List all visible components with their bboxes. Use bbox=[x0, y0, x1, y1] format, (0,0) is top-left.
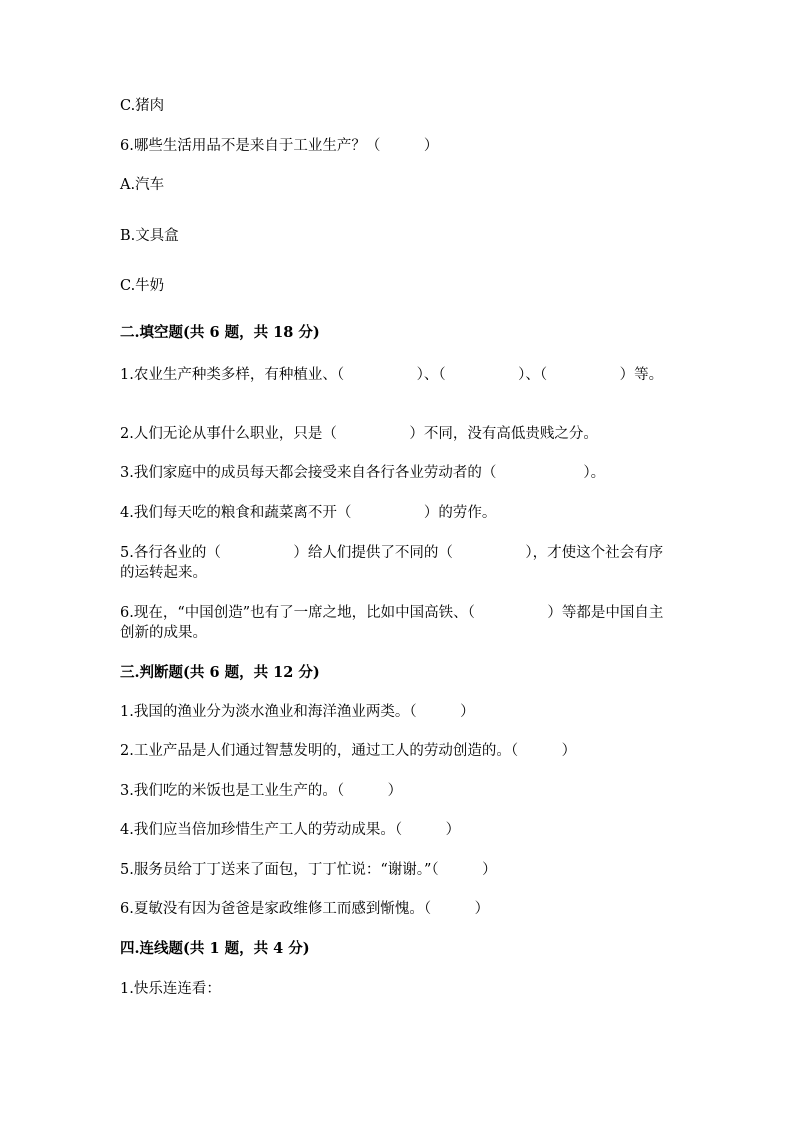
fill-in-question-6: 6.现在，“中国创造”也有了一席之地，比如中国高铁、（ ）等都是中国自主创新的成果。 bbox=[120, 605, 664, 641]
true-false-question-5: 5.服务员给丁丁送来了面包，丁丁忙说：“谢谢。”（ ） bbox=[120, 862, 497, 878]
question-6-option-b: B.文具盒 bbox=[120, 228, 179, 244]
true-false-question-3: 3.我们吃的米饭也是工业生产的。（ ） bbox=[120, 783, 403, 799]
question-6-stem: 6.哪些生活用品不是来自于工业生产？（ ） bbox=[120, 138, 439, 154]
matching-question-1: 1.快乐连连看： bbox=[120, 981, 221, 997]
fill-in-question-3: 3.我们家庭中的成员每天都会接受来自各行各业劳动者的（ ）。 bbox=[120, 465, 606, 481]
true-false-question-1: 1.我国的渔业分为淡水渔业和海洋渔业两类。（ ） bbox=[120, 704, 475, 720]
fill-in-question-2: 2.人们无论从事什么职业，只是（ ）不同，没有高低贵贱之分。 bbox=[120, 426, 598, 442]
option-c-pork: C.猪肉 bbox=[120, 98, 165, 114]
question-6-option-c: C.牛奶 bbox=[120, 278, 165, 294]
section-fill-in-heading: 二.填空题(共 6 题，共 18 分) bbox=[120, 324, 320, 341]
section-matching-heading: 四.连线题(共 1 题，共 4 分) bbox=[120, 940, 310, 957]
fill-in-question-4: 4.我们每天吃的粮食和蔬菜离不开（ ）的劳作。 bbox=[120, 505, 497, 521]
section-true-false-heading: 三.判断题(共 6 题，共 12 分) bbox=[120, 664, 320, 681]
true-false-question-4: 4.我们应当倍加珍惜生产工人的劳动成果。（ ） bbox=[120, 822, 461, 838]
true-false-question-2: 2.工业产品是人们通过智慧发明的，通过工人的劳动创造的。（ ） bbox=[120, 743, 577, 759]
true-false-question-6: 6.夏敏没有因为爸爸是家政维修工而感到惭愧。（ ） bbox=[120, 901, 490, 917]
fill-in-question-5: 5.各行各业的（ ）给人们提供了不同的（ ），才使这个社会有序的运转起来。 bbox=[120, 545, 664, 581]
fill-in-question-1: 1.农业生产种类多样，有种植业、（ ）、（ ）、（ ）等。 bbox=[120, 367, 664, 383]
question-6-option-a: A.汽车 bbox=[120, 177, 165, 193]
